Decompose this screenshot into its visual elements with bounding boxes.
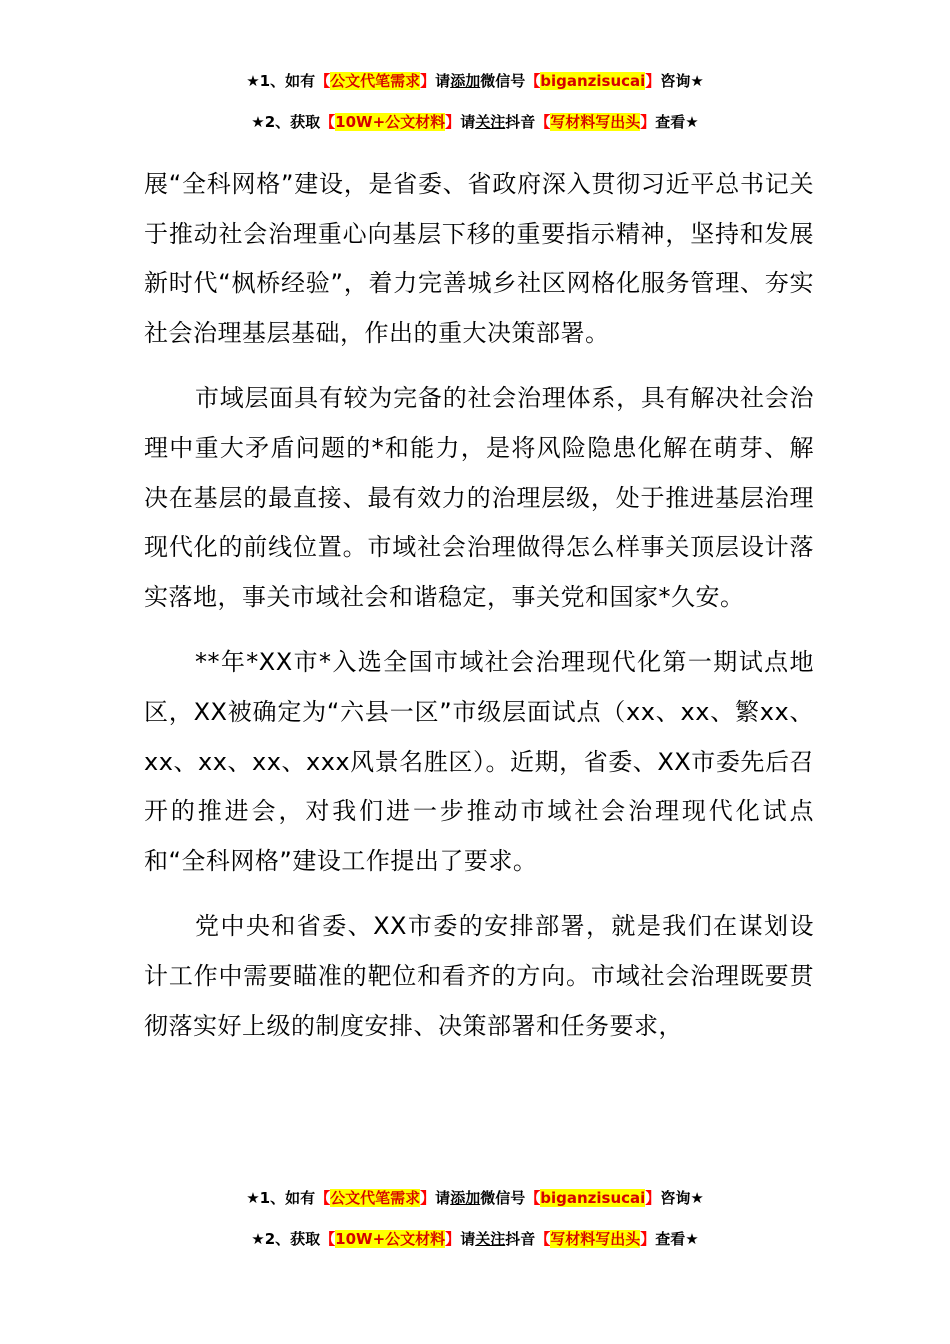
underlined-text: 关注 [475,1230,506,1248]
banner-text: 抖音 [505,1230,536,1248]
banner-text: 微信号 [480,72,526,90]
bracket: 】 [420,72,436,90]
paragraph: 党中央和省委、XX市委的安排部署，就是我们在谋划设计工作中需要瞄准的靶位和看齐的方向。市域社会治理既要贯彻落实好上级的制度安排、决策部署和任务要求， [144,912,814,1040]
banner-text: 查看★ [655,1230,699,1248]
banner-text: 抖音 [505,113,536,131]
banner-text: 咨询★ [660,1189,704,1207]
footer-banner-line-2 [0,1227,950,1251]
bracket: 【 [320,113,336,131]
banner-text: 微信号 [480,1189,526,1207]
bracket: 【 [525,1189,541,1207]
paragraph: **年*XX市*入选全国市域社会治理现代化第一期试点地区，XX被确定为“六县一区”市级层面试点（xx、xx、繁xx、xx、xx、xx、xxx风景名胜区）。近期，省委、XX市委先后召开的推进会，对我们进一步推动市域社会治理现代化试点和“全科网格”建设工作提出了要求。 [144,648,814,875]
highlight-douyin-account: 写材料写出头 [550,1230,641,1248]
banner-text: 请 [435,72,451,90]
underlined-text: 关注 [475,113,506,131]
banner-text: 请 [460,1230,476,1248]
document-body [144,160,814,1067]
bracket: 】 [645,1189,661,1207]
bracket: 】 [645,72,661,90]
underlined-text: 添加 [450,72,481,90]
bracket: 【 [315,72,331,90]
banner-text: ★1、如有 [246,1189,316,1207]
banner-text: 查看★ [655,113,699,131]
highlight-materials: 10W+公文材料 [335,1230,446,1248]
highlight-douyin-account: 写材料写出头 [550,113,641,131]
bracket: 【 [525,72,541,90]
header-banner-line-1 [0,69,950,93]
header-banner-line-2 [0,110,950,134]
paragraph: 展“全科网格”建设，是省委、省政府深入贯彻习近平总书记关于推动社会治理重心向基层下移的重要指示精神，坚持和发展新时代“枫桥经验”，着力完善城乡社区网格化服务管理、夯实社会治理基层基础，作出的重大决策部署。 [144,170,814,347]
paragraph: 市域层面具有较为完备的社会治理体系，具有解决社会治理中重大矛盾问题的*和能力，是将风险隐患化解在萌芽、解决在基层的最直接、最有效力的治理层级，处于推进基层治理现代化的前线位置。市域社会治理做得怎么样事关顶层设计落实落地，事关市域社会和谐稳定，事关党和国家*久安。 [144,384,814,611]
banner-text: 请 [435,1189,451,1207]
bracket: 【 [320,1230,336,1248]
underlined-text: 添加 [450,1189,481,1207]
banner-text: ★1、如有 [246,72,316,90]
bracket: 】 [640,113,656,131]
bracket: 【 [535,113,551,131]
banner-text: ★2、获取 [251,113,321,131]
bracket: 】 [445,113,461,131]
banner-text: 请 [460,113,476,131]
highlight-service: 公文代笔需求 [330,1189,421,1207]
banner-text: ★2、获取 [251,1230,321,1248]
bracket: 】 [445,1230,461,1248]
bracket: 】 [420,1189,436,1207]
highlight-service: 公文代笔需求 [330,72,421,90]
bracket: 【 [315,1189,331,1207]
footer-banner-line-1 [0,1186,950,1210]
banner-text: 咨询★ [660,72,704,90]
highlight-wechat-id: biganzisucai [540,72,646,90]
highlight-materials: 10W+公文材料 [335,113,446,131]
bracket: 】 [640,1230,656,1248]
bracket: 【 [535,1230,551,1248]
highlight-wechat-id: biganzisucai [540,1189,646,1207]
